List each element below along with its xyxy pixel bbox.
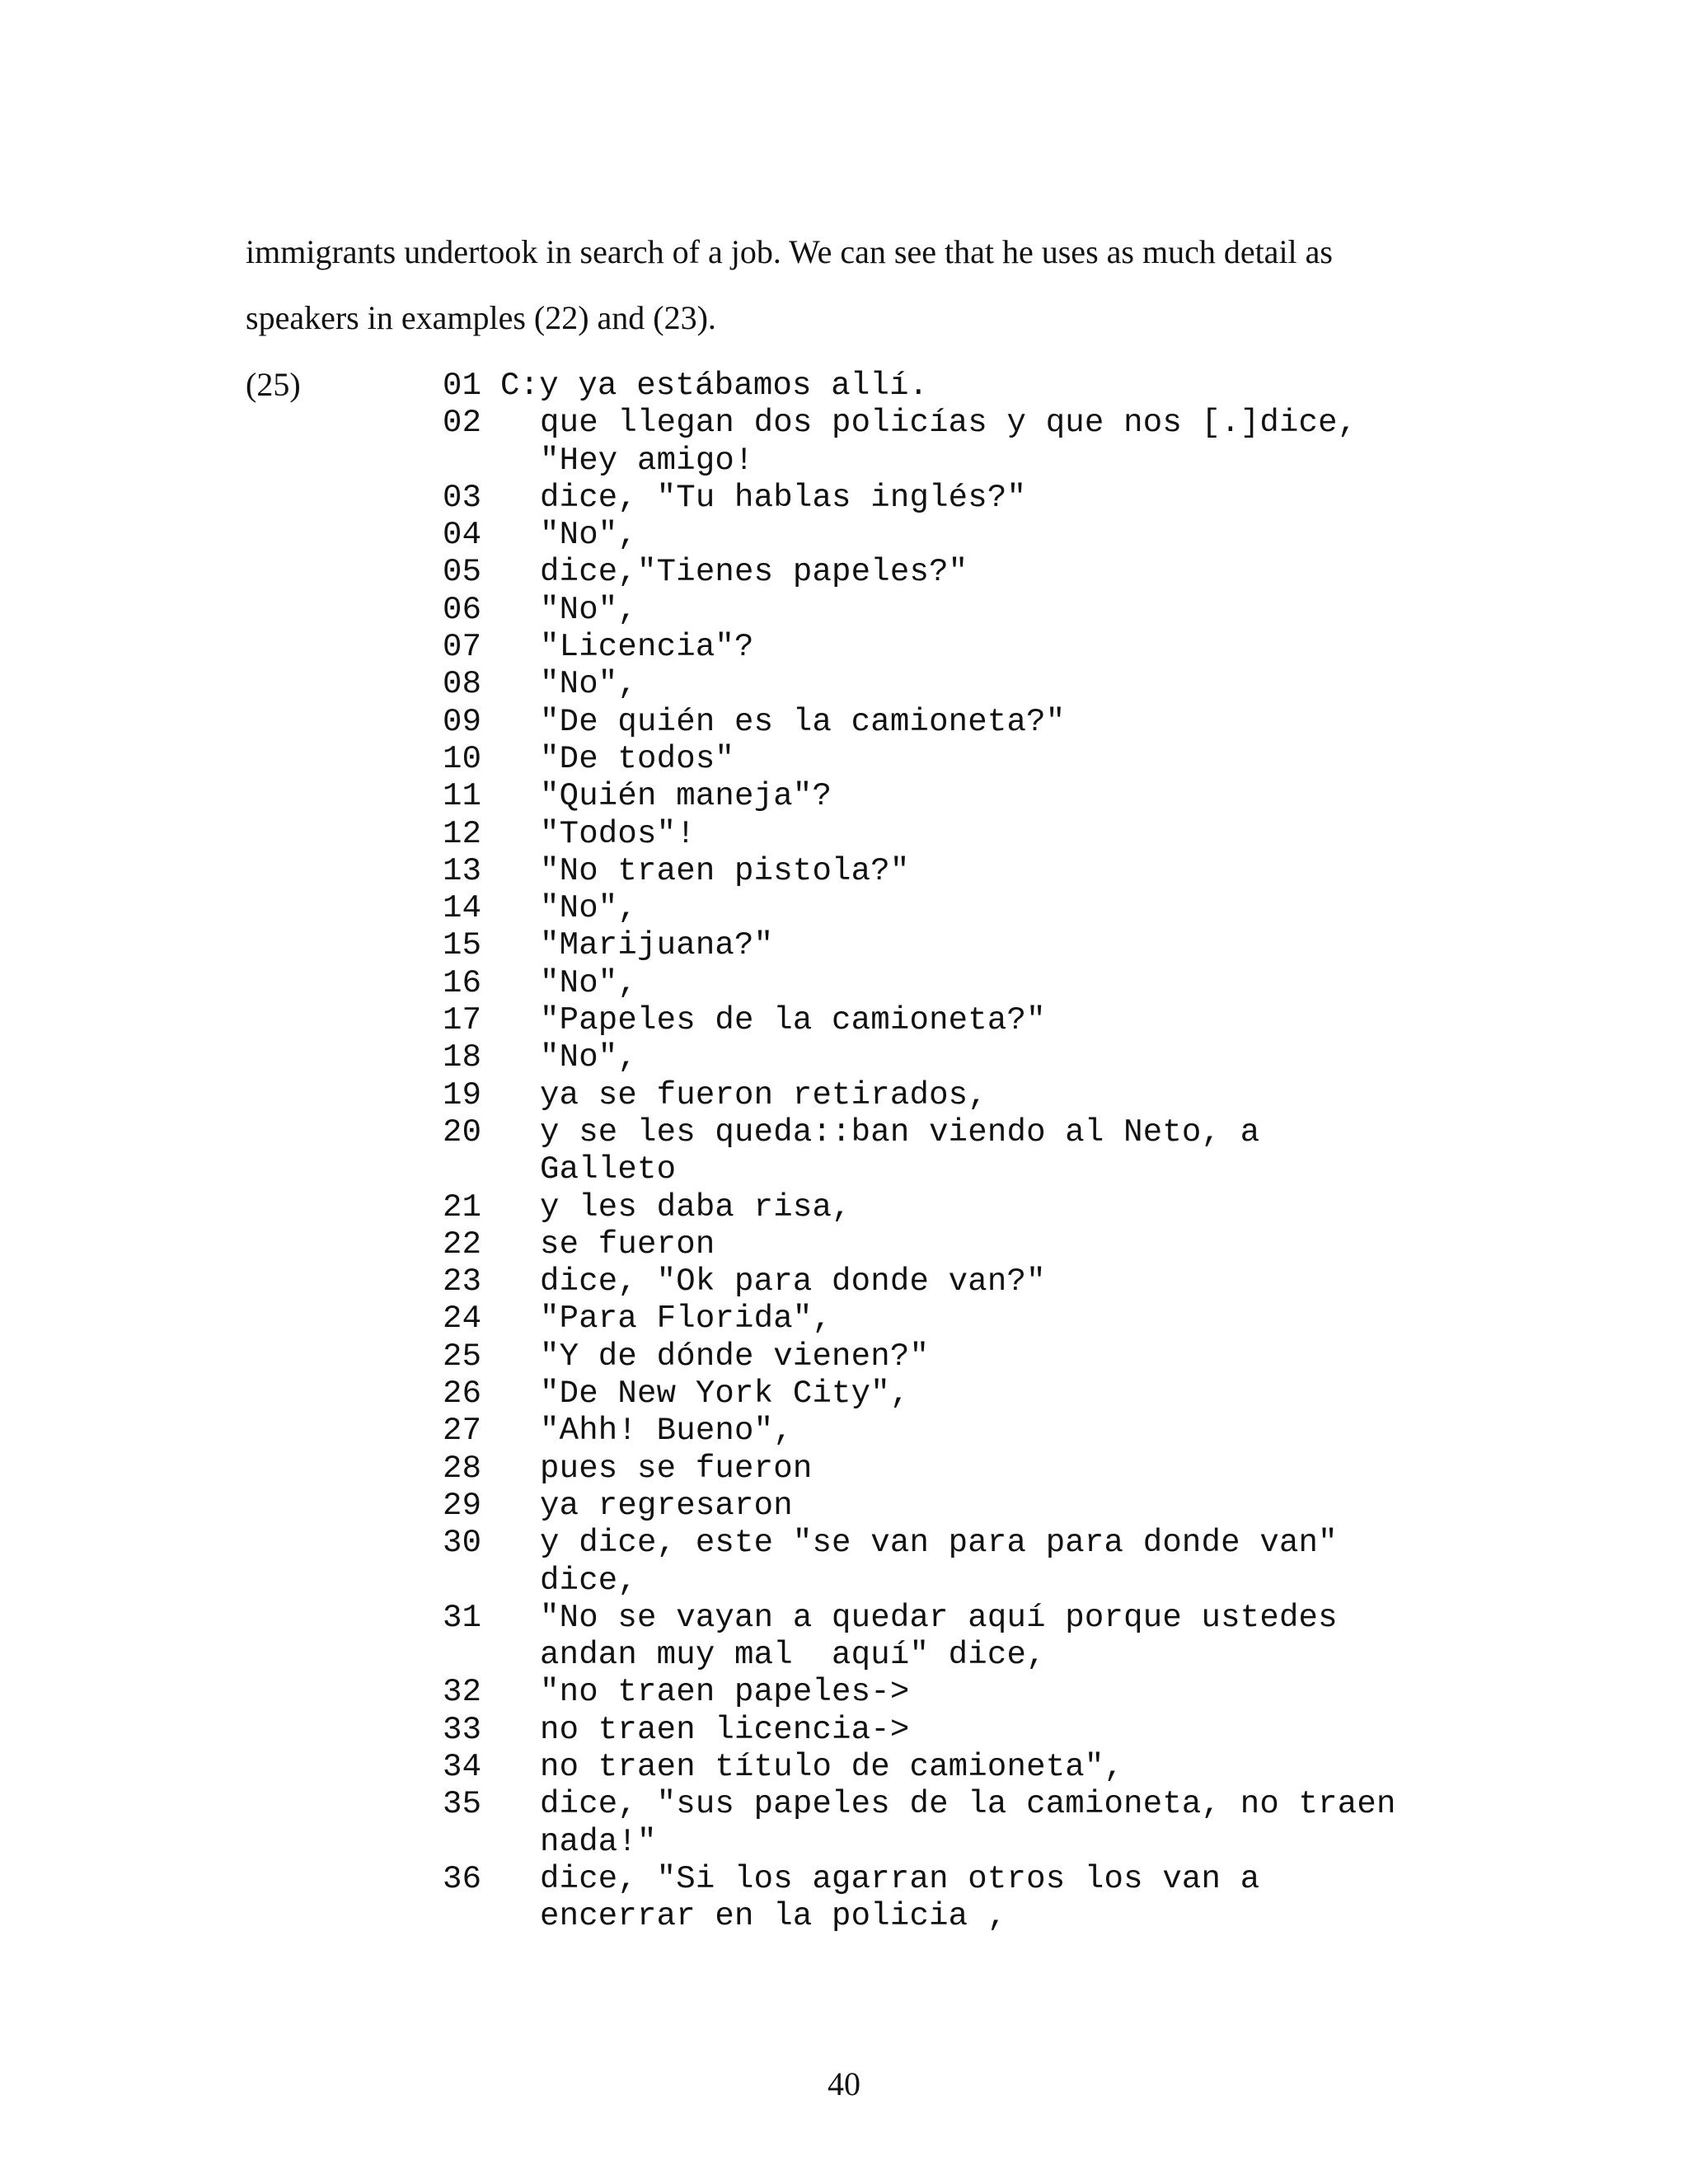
line-text <box>540 1861 1496 1936</box>
line-text <box>540 1712 1496 1749</box>
line-text-continuation: andan muy mal aquí" dice, <box>540 1637 1046 1674</box>
line-text-main: C:y ya estábamos allí. <box>500 368 929 404</box>
line-number: 09 <box>443 703 482 740</box>
line-text-main: "No", <box>540 964 638 1001</box>
line-text-main: "No", <box>540 666 638 703</box>
line-text <box>540 1376 1496 1413</box>
line-text <box>540 405 1496 480</box>
line-text-main: "Ahh! Bueno", <box>540 1413 793 1450</box>
line-text-main: "De quién es la camioneta?" <box>540 703 1066 740</box>
line-text-main: y les daba risa, <box>540 1188 851 1226</box>
line-number: 18 <box>443 1039 482 1076</box>
transcript-line <box>443 1488 1496 1525</box>
transcript-line <box>443 1451 1496 1488</box>
line-number: 33 <box>443 1711 482 1748</box>
line-text <box>540 1189 1496 1226</box>
line-number: 25 <box>443 1338 482 1375</box>
line-text-main: ya se fueron retirados, <box>540 1076 987 1113</box>
line-text <box>540 1413 1496 1450</box>
transcript-line <box>443 1600 1496 1675</box>
line-text <box>540 1226 1496 1263</box>
line-number: 28 <box>443 1450 482 1487</box>
line-number: 01 <box>443 368 482 404</box>
line-text-main: dice, "Ok para donde van?" <box>540 1263 1046 1301</box>
line-number: 20 <box>443 1113 482 1151</box>
transcript-line <box>443 1376 1496 1413</box>
line-text-continuation: dice, <box>540 1562 638 1599</box>
transcript-line <box>443 629 1496 666</box>
line-text-main: que llegan dos policías y que nos [.]dice, <box>540 405 1357 442</box>
line-text <box>540 704 1496 741</box>
line-text-main: "No", <box>540 1039 638 1076</box>
line-number: 27 <box>443 1413 482 1450</box>
line-text-main: se fueron <box>540 1226 715 1263</box>
line-text <box>540 1674 1496 1711</box>
transcript-line <box>443 853 1496 890</box>
transcript-line <box>443 1413 1496 1450</box>
line-text-main: "De New York City", <box>540 1376 910 1413</box>
intro-line: immigrants undertook in search of a job. We can see that he uses as much detail as <box>246 233 1333 270</box>
transcript-line <box>443 517 1496 554</box>
line-text-main: "No traen pistola?" <box>540 852 910 889</box>
line-text <box>540 666 1496 703</box>
line-text-main: dice, "sus papeles de la camioneta, no traen <box>540 1786 1396 1823</box>
line-text-main: dice,"Tienes papeles?" <box>540 554 968 591</box>
line-number: 19 <box>443 1076 482 1113</box>
line-text <box>540 480 1496 517</box>
transcript-line <box>443 1114 1496 1189</box>
line-number: 10 <box>443 740 482 777</box>
line-text-main: "Y de dónde vienen?" <box>540 1338 930 1375</box>
line-number: 14 <box>443 890 482 927</box>
transcript-line <box>443 405 1496 480</box>
line-text-main: "No", <box>540 890 638 927</box>
line-text-main: dice, "Tu hablas inglés?" <box>540 479 1027 516</box>
transcript-line <box>443 890 1496 927</box>
transcript-line <box>443 965 1496 1002</box>
line-text-continuation: "Hey amigo! <box>540 442 754 479</box>
line-text <box>540 1749 1496 1786</box>
transcript-line <box>443 1002 1496 1039</box>
line-number: 24 <box>443 1301 482 1338</box>
line-text <box>540 853 1496 890</box>
line-number: 36 <box>443 1860 482 1897</box>
line-text-continuation: Galleto <box>540 1151 677 1188</box>
line-number: 26 <box>443 1376 482 1413</box>
transcript-line <box>443 1525 1496 1600</box>
transcript-line <box>443 1861 1496 1936</box>
transcript-line <box>443 1301 1496 1338</box>
line-number: 15 <box>443 927 482 964</box>
line-text-main: "Licencia"? <box>540 629 754 666</box>
line-text <box>540 1525 1496 1600</box>
line-text <box>540 890 1496 927</box>
line-text-main: "No se vayan a quedar aquí porque ustedes <box>540 1599 1338 1636</box>
line-number: 21 <box>443 1188 482 1226</box>
line-text <box>540 778 1496 815</box>
page-number: 40 <box>828 2065 860 2102</box>
line-text-main: y se les queda::ban viendo al Neto, a <box>540 1113 1260 1151</box>
transcript-line <box>443 666 1496 703</box>
intro-paragraph <box>246 219 1449 351</box>
line-text-main: "Papeles de la camioneta?" <box>540 1002 1046 1039</box>
line-number: 08 <box>443 666 482 703</box>
line-text <box>540 1786 1496 1861</box>
line-text-main: "No", <box>540 591 638 628</box>
intro-line: speakers in examples (22) and (23). <box>246 299 716 336</box>
transcript-line <box>443 592 1496 629</box>
line-text-main: no traen licencia-> <box>540 1711 910 1748</box>
line-text-main: "De todos" <box>540 740 735 777</box>
line-number: 17 <box>443 1002 482 1039</box>
transcript-line <box>443 1077 1496 1114</box>
line-text-continuation: nada!" <box>540 1823 657 1860</box>
line-text <box>540 1301 1496 1338</box>
line-text <box>540 1114 1496 1189</box>
line-text-main: "no traen papeles-> <box>540 1674 910 1711</box>
line-text-main: dice, "Si los agarran otros los van a <box>540 1860 1260 1897</box>
line-text <box>540 1077 1496 1114</box>
line-number: 03 <box>443 479 482 516</box>
line-text <box>540 554 1496 591</box>
transcript-line <box>443 480 1496 517</box>
line-number: 34 <box>443 1748 482 1785</box>
transcript-line <box>443 1039 1496 1076</box>
line-number: 30 <box>443 1525 482 1562</box>
line-number: 05 <box>443 554 482 591</box>
line-text <box>540 1338 1496 1376</box>
transcript-line <box>443 1786 1496 1861</box>
transcript-line <box>443 1226 1496 1263</box>
line-text-main: "Para Florida", <box>540 1301 832 1338</box>
transcript-line <box>443 1338 1496 1376</box>
transcript-line <box>443 554 1496 591</box>
line-text <box>540 965 1496 1002</box>
line-text <box>540 1263 1496 1301</box>
line-text <box>500 368 1456 405</box>
line-number: 13 <box>443 852 482 889</box>
line-text <box>540 592 1496 629</box>
transcript <box>443 368 1496 1935</box>
line-number: 31 <box>443 1599 482 1636</box>
line-text <box>540 517 1496 554</box>
line-number: 16 <box>443 964 482 1001</box>
line-text <box>540 1039 1496 1076</box>
line-number: 11 <box>443 778 482 815</box>
line-text <box>540 1451 1496 1488</box>
line-text-main: ya regresaron <box>540 1487 793 1524</box>
line-text-main: "No", <box>540 517 638 554</box>
line-text-main: pues se fueron <box>540 1450 813 1487</box>
line-text <box>540 1600 1496 1675</box>
line-text <box>540 927 1496 964</box>
transcript-line <box>443 927 1496 964</box>
line-number: 35 <box>443 1786 482 1823</box>
transcript-line <box>443 816 1496 853</box>
line-text <box>540 816 1496 853</box>
transcript-line <box>443 1263 1496 1301</box>
line-text-main: y dice, este "se van para para donde van" <box>540 1525 1338 1562</box>
line-text-continuation: encerrar en la policia , <box>540 1898 1007 1935</box>
line-number: 32 <box>443 1674 482 1711</box>
line-text <box>540 1002 1496 1039</box>
line-text <box>540 1488 1496 1525</box>
transcript-line <box>443 778 1496 815</box>
line-number: 06 <box>443 591 482 628</box>
line-number: 29 <box>443 1487 482 1524</box>
line-number: 07 <box>443 629 482 666</box>
line-number: 12 <box>443 815 482 852</box>
line-text-main: "Quién maneja"? <box>540 778 832 815</box>
transcript-line <box>443 741 1496 778</box>
transcript-line <box>443 368 1496 405</box>
line-number: 22 <box>443 1226 482 1263</box>
line-text <box>540 741 1496 778</box>
line-number: 23 <box>443 1263 482 1301</box>
transcript-line <box>443 1712 1496 1749</box>
example-number: (25) <box>246 366 301 403</box>
line-number: 02 <box>443 405 482 442</box>
transcript-line <box>443 1749 1496 1786</box>
transcript-line <box>443 1674 1496 1711</box>
transcript-line <box>443 704 1496 741</box>
line-text-main: no traen título de camioneta", <box>540 1748 1124 1785</box>
line-text-main: "Todos"! <box>540 815 696 852</box>
transcript-line <box>443 1189 1496 1226</box>
line-text <box>540 629 1496 666</box>
line-text-main: "Marijuana?" <box>540 927 774 964</box>
line-number: 04 <box>443 517 482 554</box>
